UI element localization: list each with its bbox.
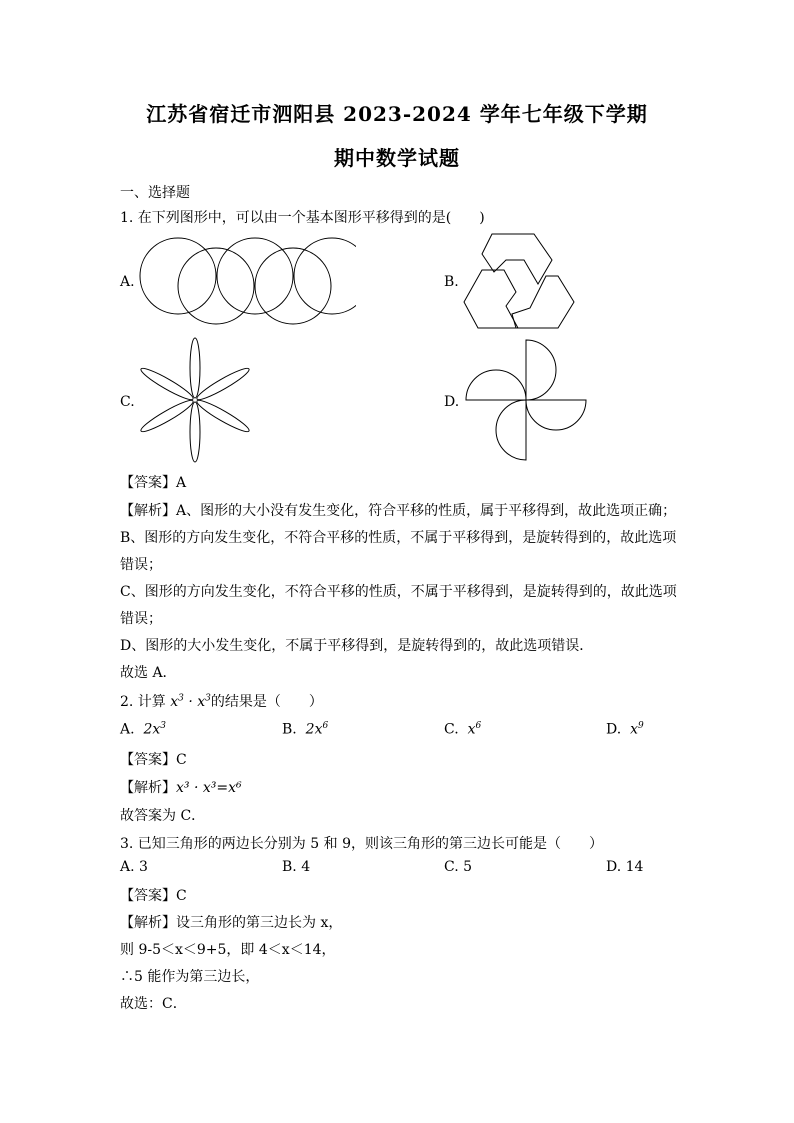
- q2-analysis: [120, 777, 242, 797]
- olympic-rings-figure: [138, 234, 356, 328]
- q2-conclusion: 故答案为 C．: [120, 808, 206, 824]
- q1-option-a-label: A.: [120, 274, 135, 290]
- q3-analysis-head: 【解析】: [120, 915, 176, 931]
- q2-option-c-label: C.: [444, 721, 459, 738]
- q2-option-c-value: x: [467, 721, 476, 738]
- q2-option-b: [282, 721, 328, 738]
- q2-option-d: [606, 721, 644, 738]
- q3-analysis-1: [120, 912, 342, 932]
- q2-stem-pre: 2. 计算: [120, 694, 171, 710]
- q2-option-a-exponent: 3: [160, 721, 167, 731]
- q2-option-c-exponent: 6: [475, 721, 482, 731]
- q1-option-c-label: C.: [120, 394, 135, 410]
- q1-option-b-label: B.: [444, 274, 459, 290]
- q2-answer: 【答案】C: [120, 752, 187, 768]
- q2-option-b-exponent: 6: [322, 721, 329, 731]
- q1-analysis-head: 【解析】: [120, 503, 176, 519]
- question-1-stem: 1. 在下列图形中，可以由一个基本图形平移得到的是( ): [120, 210, 485, 226]
- q1-answer: 【答案】A: [120, 475, 187, 491]
- q2-option-a-value: 2x: [143, 721, 161, 738]
- q2-option-a: [120, 721, 166, 738]
- q2-analysis-expression: x³ · x³=x⁶: [176, 780, 242, 796]
- q3-option-a: A. 3: [120, 859, 148, 875]
- document-subtitle: 期中数学试题: [334, 146, 460, 170]
- question-2-stem: [120, 691, 323, 711]
- section-heading: 一、选择题: [120, 185, 190, 201]
- q2-option-a-label: A.: [120, 721, 135, 738]
- question-3-stem: 3. 已知三角形的两边长分别为 5 和 9，则该三角形的第三边长可能是（ ）: [120, 836, 603, 852]
- q3-conclusion: 故选：C．: [120, 996, 187, 1012]
- q1-analysis-5: 错误；: [120, 611, 162, 627]
- rotated-hexagon-figure: [462, 230, 576, 334]
- q2-expression: $x^3 \cdot x^3$: [170, 693, 211, 710]
- petal-flower-figure: [136, 336, 254, 464]
- q3-analysis-3: ∴5 能作为第三边长，: [120, 969, 260, 985]
- q1-analysis-2: B、图形的方向发生变化，不符合平移的性质，不属于平移得到，是旋转得到的，故此选项: [120, 530, 677, 546]
- q3-option-b: B. 4: [282, 859, 311, 875]
- q2-option-d-value: x: [630, 721, 638, 738]
- pinwheel-figure: [462, 338, 590, 462]
- q1-analysis-1-text: A、图形的大小没有发生变化，符合平移的性质，属于平移得到，故此选项正确；: [176, 503, 677, 519]
- q3-answer: 【答案】C: [120, 888, 187, 904]
- q2-option-b-label: B.: [282, 721, 297, 738]
- q1-conclusion: 故选 A．: [120, 665, 177, 681]
- q1-option-d-label: D.: [444, 394, 460, 410]
- q3-analysis-1-text: 设三角形的第三边长为 x，: [176, 915, 343, 931]
- q2-analysis-head: 【解析】: [120, 780, 176, 796]
- q3-analysis-2: 则 9-5＜x＜9+5，即 4＜x＜14，: [120, 942, 336, 958]
- q2-option-d-label: D.: [606, 721, 622, 738]
- q2-option-b-value: 2x: [305, 721, 323, 738]
- q3-option-c: C. 5: [444, 859, 473, 875]
- q1-analysis-1: [120, 500, 676, 520]
- q2-option-c: [444, 721, 481, 738]
- q1-analysis-3: 错误；: [120, 557, 162, 573]
- q1-analysis-4: C、图形的方向发生变化，不符合平移的性质，不属于平移得到，是旋转得到的，故此选项: [120, 584, 677, 600]
- q2-option-d-exponent: 9: [638, 721, 644, 731]
- q2-stem-post: 的结果是（ ）: [210, 694, 323, 710]
- q3-option-d: D. 14: [606, 859, 644, 875]
- document-title: 江苏省宿迁市泗阳县 2023-2024 学年七年级下学期: [146, 102, 648, 126]
- q1-analysis-6: D、图形的大小发生变化，不属于平移得到，是旋转得到的，故此选项错误．: [120, 638, 594, 654]
